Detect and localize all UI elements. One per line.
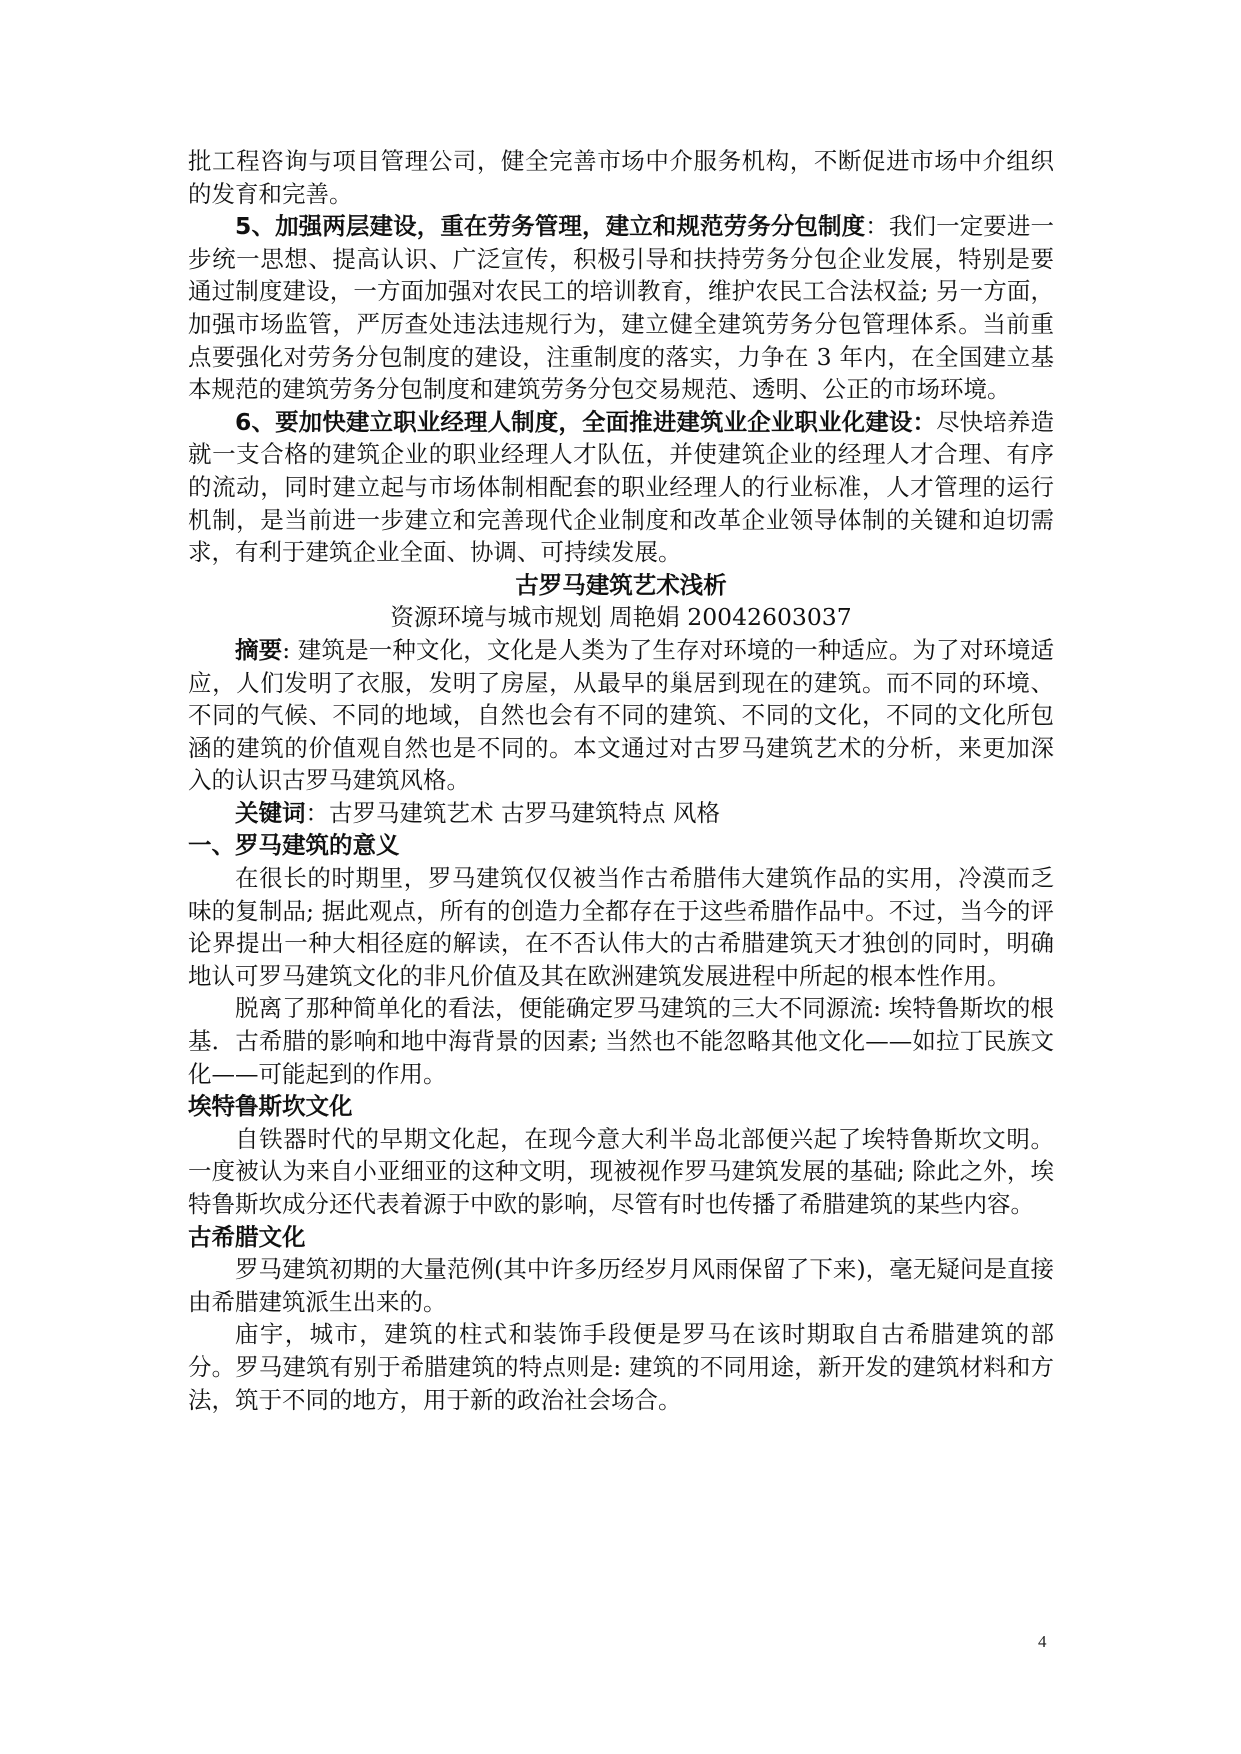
document-body [188,145,1054,1416]
section-1-paragraph-2: 脱离了那种简单化的看法，便能确定罗马建筑的三大不同源流: 埃特鲁斯坎的根基．古希腊的影响和地中海背景的因素; 当然也不能忽略其他文化——如拉丁民族文化——可能起到的作用。 [188,994,1054,1088]
greek-paragraph-2: 庙宇，城市，建筑的柱式和装饰手段便是罗马在该时期取自古希腊建筑的部分。罗马建筑有别于希腊建筑的特点则是: 建筑的不同用途，新开发的建筑材料和方法，筑于不同的地方，用于新的政治社会场合。 [188,1320,1054,1414]
item-6-text: 尽快培养造就一支合格的建筑企业的职业经理人才队伍，并使建筑企业的经理人才合理、有序的流动，同时建立起与市场体制相配套的职业经理人的行业标准，人才管理的运行机制，是当前进一步建立和完善现代企业制度和改革企业领导体制的关键和迫切需求，有利于建筑企业全面、协调、可持续发展。 [188,407,1055,567]
article-title: 古罗马建筑艺术浅析 [515,570,727,599]
section-heading-significance: 一、罗马建筑的意义 [188,831,400,860]
item-6-lead: 6、要加快建立职业经理人制度，全面推进建筑业企业职业化建设： [235,407,937,436]
author-line: 资源环境与城市规划 周艳娟 20042603037 [390,603,852,632]
keywords-paragraph [188,797,1054,830]
etruscan-paragraph: 自铁器时代的早期文化起，在现今意大利半岛北部便兴起了埃特鲁斯坎文明。一度被认为来自小亚细亚的这种文明，现被视作罗马建筑发展的基础; 除此之外，埃特鲁斯坎成分还代表着源于中欧的影响，尽管有时也传播了希腊建筑的某些内容。 [188,1124,1054,1218]
keywords-text: ：古罗马建筑艺术 古罗马建筑特点 风格 [305,798,720,827]
section-1-paragraph-1: 在很长的时期里，罗马建筑仅仅被当作古希腊伟大建筑作品的实用，冷漠而乏味的复制品; 据此观点，所有的创造力全都存在于这些希腊作品中。不过，当今的评论界提出一种大相径庭的解读，在不否认伟大的古希腊建筑天才独创的同时，明确地认可罗马建筑文化的非凡价值及其在欧洲建筑发展进程中所起的根本性作用。 [188,864,1054,990]
abstract-text: : 建筑是一种文化，文化是人类为了生存对环境的一种适应。为了对环境适应，人们发明了衣服，发明了房屋，从最早的巢居到现在的建筑。而不同的环境、不同的气候、不同的地域，自然也会有不同的建筑、不同的文化，不同的文化所包涵的建筑的价值观自然也是不同的。本文通过对古罗马建筑艺术的分析，来更加深入的认识古罗马建筑风格。 [188,635,1055,795]
paragraph-continuation: 批工程咨询与项目管理公司，健全完善市场中介服务机构，不断促进市场中介组织的发育和完善。 [188,147,1054,208]
keywords-label: 关键词 [235,798,306,827]
abstract-paragraph [188,634,1054,797]
page-number: 4 [1038,1632,1047,1651]
section-heading-etruscan: 埃特鲁斯坎文化 [188,1092,353,1121]
item-5-text: ：我们一定要进一步统一思想、提高认识、广泛宣传，积极引导和扶持劳务分包企业发展，特别是要通过制度建设，一方面加强对农民工的培训教育，维护农民工合法权益; 另一方面，加强市场监管，严厉查处违法违规行为，建立健全建筑劳务分包管理体系。当前重点要强化对劳务分包制度的建设，注重制度的落实，力争在 3 年内，在全国建立基本规范的建筑劳务分包制度和建筑劳务分包交易规范、透明、公正的市场环境。 [188,212,1054,404]
paragraph-item-6 [188,406,1054,569]
item-5-lead: 5、加强两层建设，重在劳务管理，建立和规范劳务分包制度 [235,212,866,241]
abstract-label: 摘要 [235,635,283,664]
section-heading-greek: 古希腊文化 [188,1222,306,1251]
paragraph-item-5 [188,210,1054,406]
greek-paragraph-1: 罗马建筑初期的大量范例(其中许多历经岁月风雨保留了下来)，毫无疑问是直接由希腊建筑派生出来的。 [188,1255,1054,1316]
